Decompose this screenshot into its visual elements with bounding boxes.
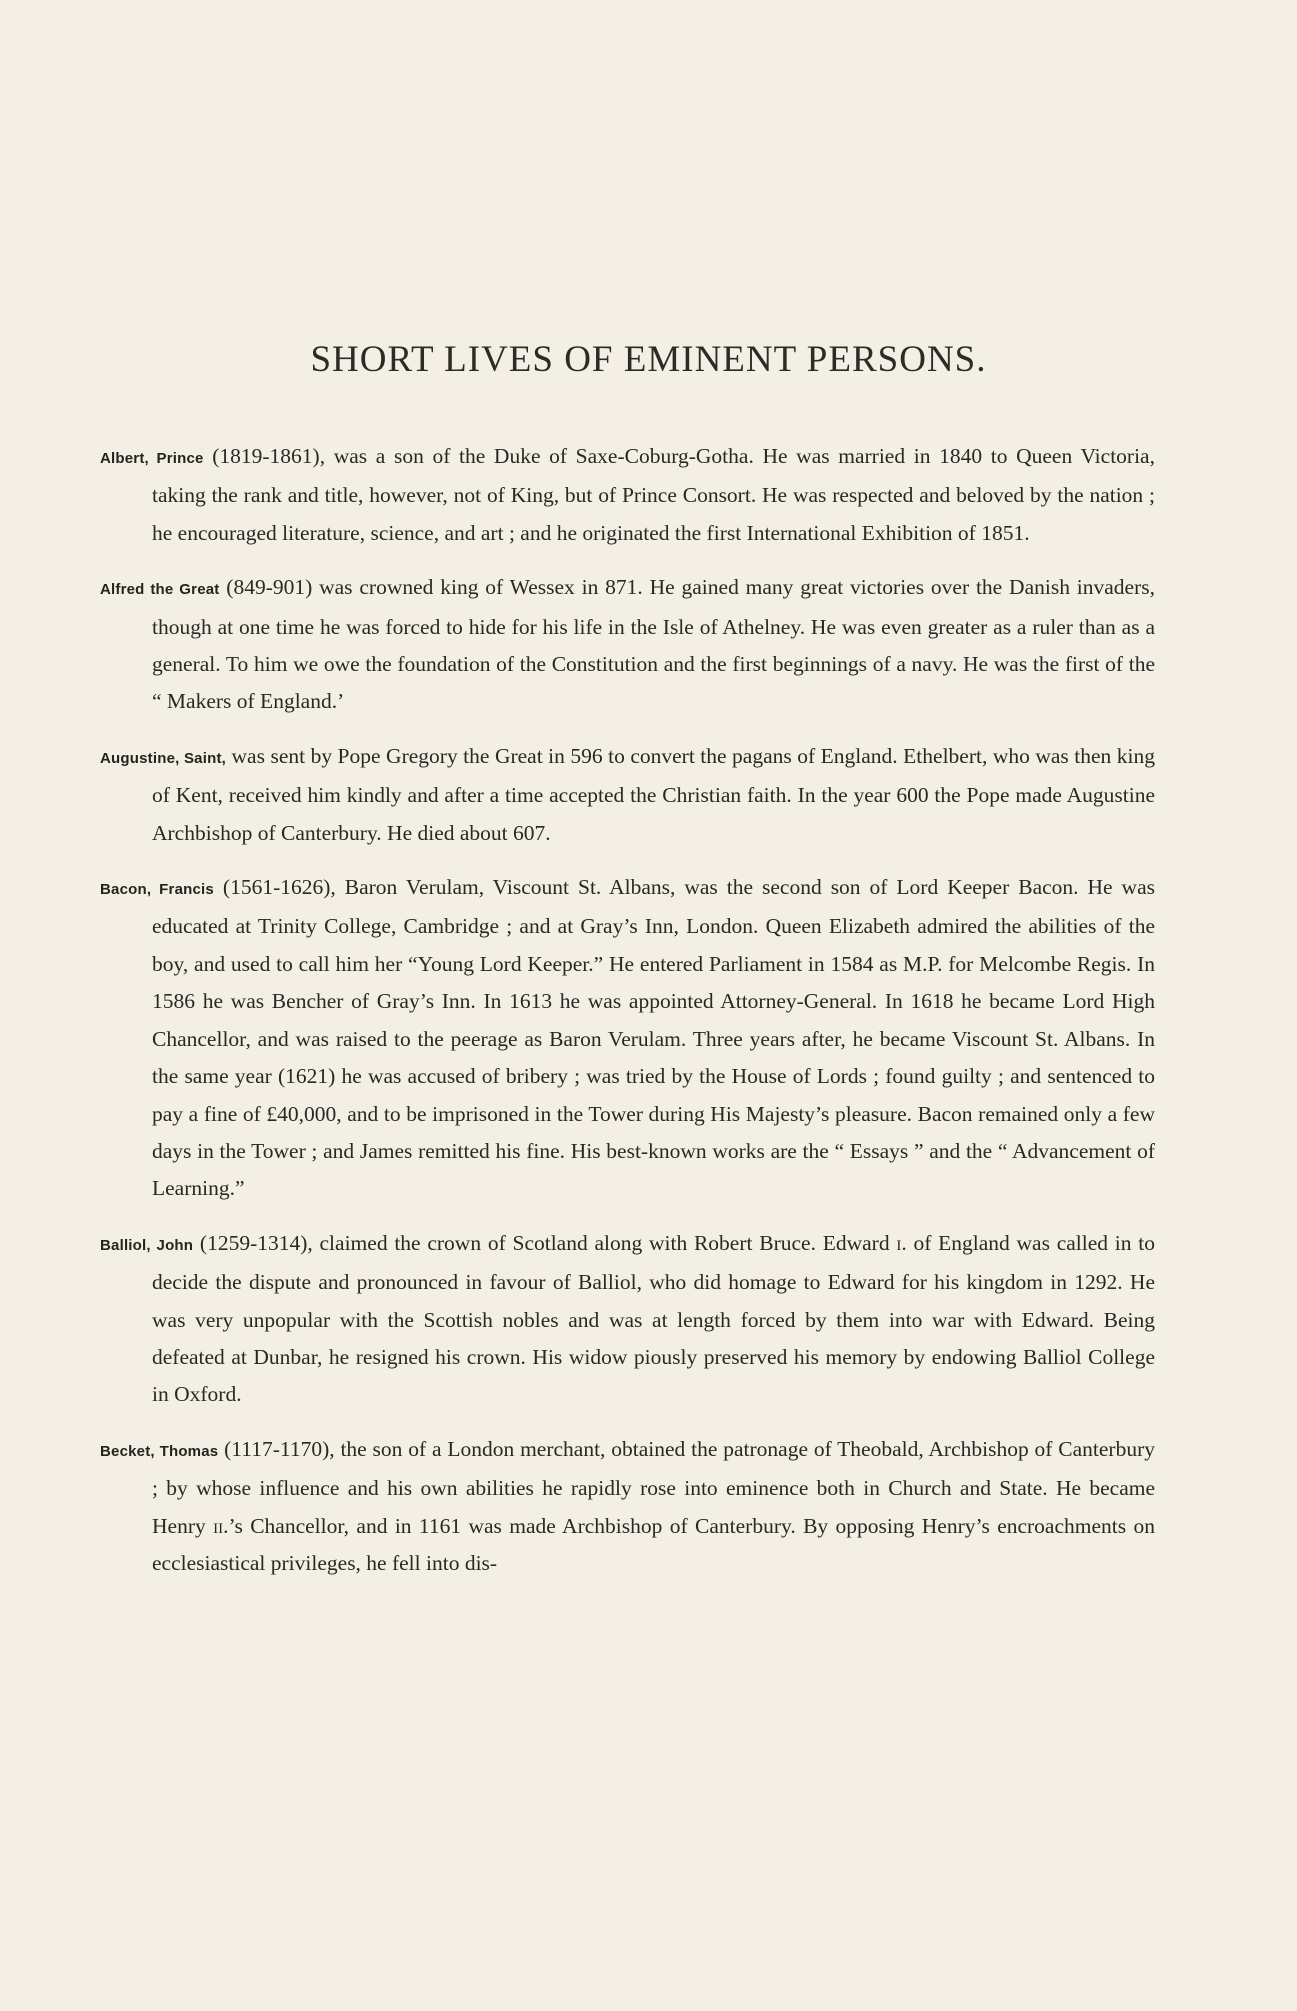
regnal-numeral: ii. — [213, 1513, 229, 1538]
entry-alfred — [100, 569, 1155, 721]
entry-text: (849-901) was crowned king of Wessex in 871. He gained many great victories over the Danish invaders, though at one time he was forced to hide for his life in the Isle of Athelney. He was even greater as a ruler than as a general. To him we owe the foundation of the Constitution and the first beginnings of a navy. He was the first of the “ Makers of England.’ — [152, 575, 1155, 714]
entry-albert — [100, 438, 1155, 552]
entry-head: Becket, Thomas — [100, 1442, 219, 1460]
entry-head: Alfred the Great — [100, 581, 220, 599]
entry-becket — [100, 1431, 1155, 1583]
regnal-numeral: i. — [896, 1230, 907, 1255]
entry-head: Augustine, Saint, — [100, 749, 227, 767]
page-title: SHORT LIVES OF EMINENT PERSONS. — [310, 339, 987, 380]
entry-head: Albert, Prince — [100, 450, 204, 467]
entry-text: of England was called in to decide the dispute and pronounced in favour of Balliol, who did homage to Edward for his kingdom in 1292. He was very unpopular with the Scottish nobles and was at length forced by them into war with Edward. Being defeated at Dunbar, he resigned his crown. His widow piously preserved his memory by endowing Balliol College in Oxford. — [152, 1230, 1155, 1407]
entry-text: ’s Chancellor, and in 1161 was made Archbishop of Canterbury. By opposing Henry’s encroachments on ecclesiastical privileges, he fell into dis- — [152, 1513, 1155, 1575]
entry-text: (1561-1626), Baron Verulam, Viscount St. Albans, was the second son of Lord Keeper Bacon. He was educated at Trinity College, Cambridge ; and at Gray’s Inn, London. Queen Elizabeth admired the abilities of the boy, and used to call him her “Young Lord Keeper.” He entered Parliament in 1584 as M.P. for Melcombe Regis. In 1586 he was Bencher of Gray’s Inn. In 1613 he was appointed Attorney-General. In 1618 he became Lord High Chancellor, and was raised to the peerage as Baron Verulam. Three years after, he became Viscount St. Albans. In the same year (1621) he was accused of bribery ; was tried by the House of Lords ; found guilty ; and sentenced to pay a fine of £40,000, and to be imprisoned in the Tower during His Majesty’s pleasure. Bacon remained only a few days in the Tower ; and James remitted his fine. His best-known works are the “ Essays ” and the “ Advancement of Learning.” — [152, 875, 1155, 1201]
entry-augustine — [100, 738, 1155, 852]
entry-head: Bacon, Francis — [100, 881, 214, 899]
entry-bacon — [100, 869, 1155, 1208]
entry-head: Balliol, John — [100, 1236, 194, 1254]
entries-list — [100, 438, 1155, 1599]
entry-text: was sent by Pope Gregory the Great in 596 to convert the pagans of England. Ethelbert, who was then king of Kent, received him kindly and after a time accepted the Christian faith. In the year 600 the Pope made Augustine Archbishop of Canterbury. He died about 607. — [152, 743, 1156, 845]
entry-text: (1259-1314), claimed the crown of Scotland along with Robert Bruce. Edward — [193, 1230, 897, 1255]
entry-text: (1117-1170), the son of a London merchant, obtained the patronage of Theobald, Archbishop of Canterbury ; by whose influence and his own abilities he rapidly rose into eminence both in Church and State. He became Henry — [152, 1436, 1156, 1538]
entry-text: (1819-1861), was a son of the Duke of Saxe-Coburg-Gotha. He was married in 1840 to Queen Victoria, taking the rank and title, however, not of King, but of Prince Consort. He was respected and beloved by the nation ; he encouraged literature, science, and art ; and he originated the first International Exhibition of 1851. — [152, 444, 1155, 545]
entry-balliol — [100, 1225, 1155, 1414]
